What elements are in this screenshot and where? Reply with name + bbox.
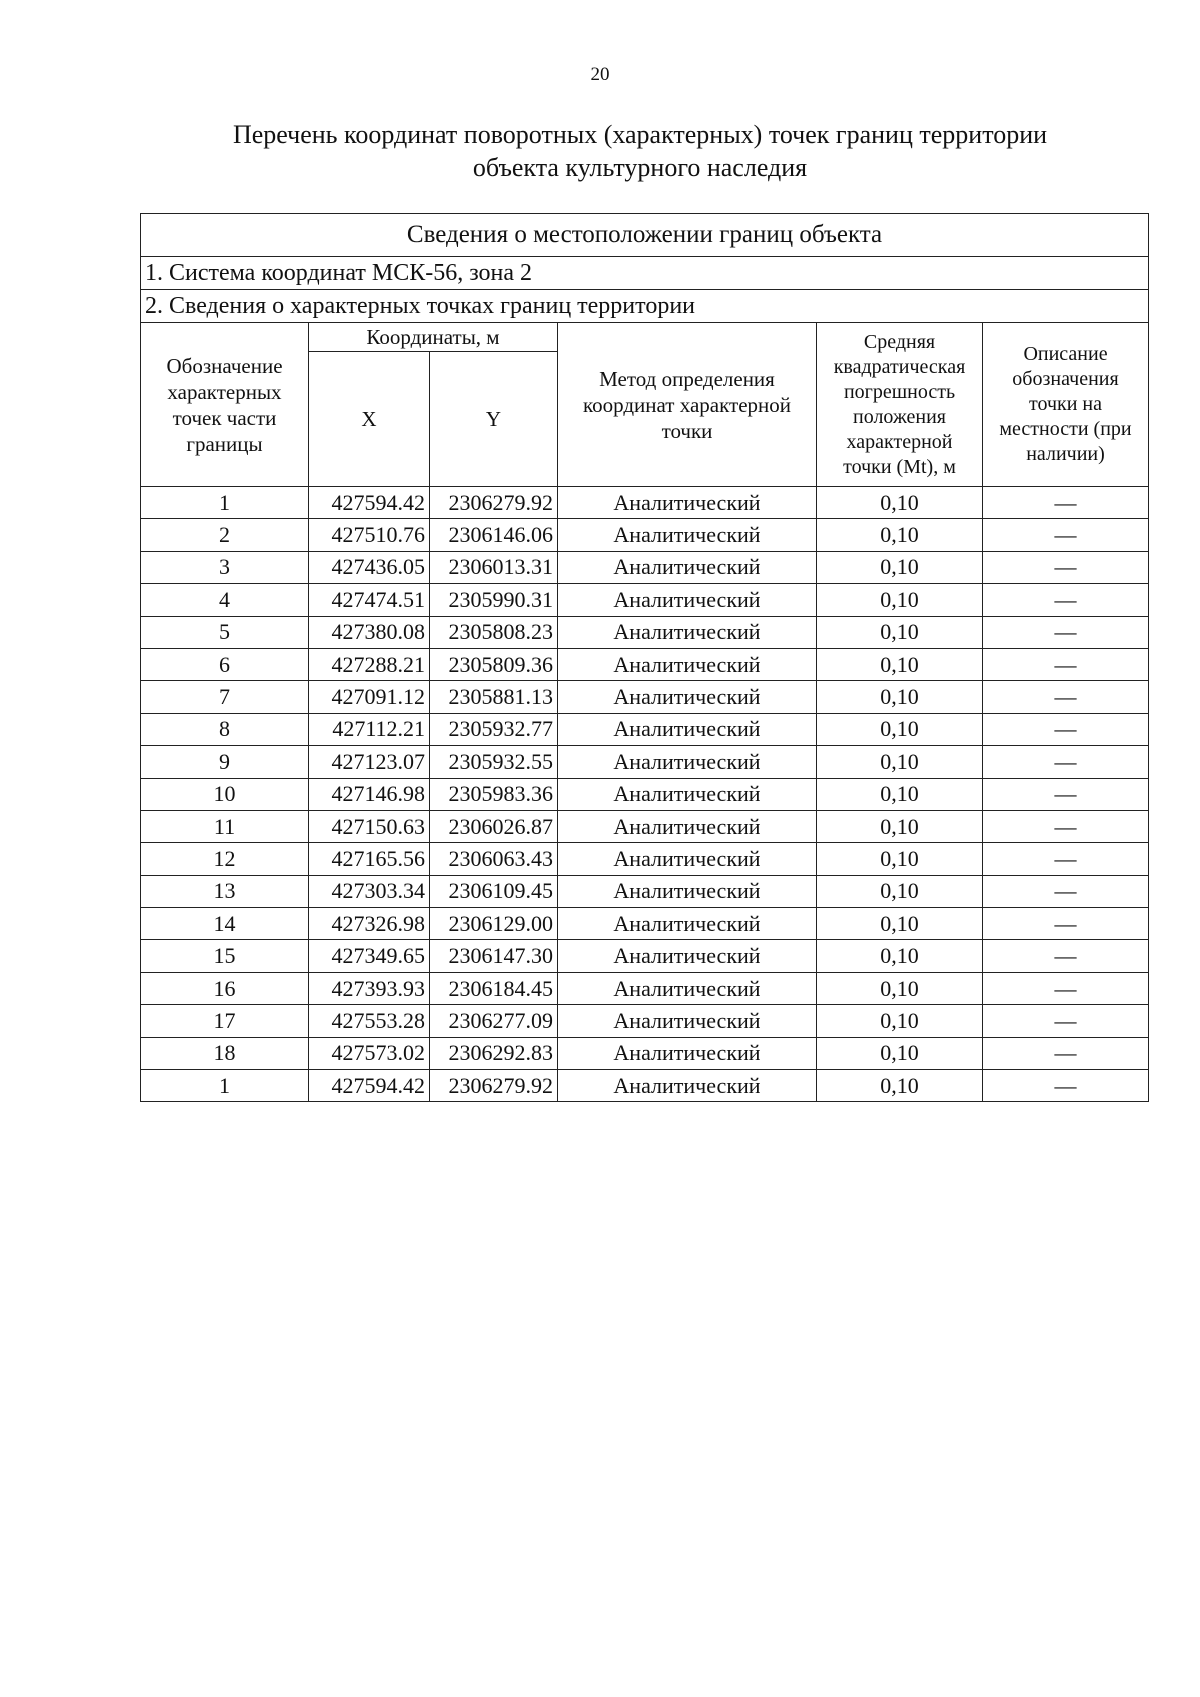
table-row [141,778,1149,810]
header-x: X [309,352,430,487]
cell-mean-error: 0,10 [817,681,983,713]
cell-point-number: 12 [141,843,309,875]
cell-point-number: 6 [141,648,309,680]
table-row [141,616,1149,648]
cell-mean-error: 0,10 [817,810,983,842]
cell-point-number: 1 [141,1070,309,1102]
cell-y: 2306279.92 [430,1070,558,1102]
header-coordinates: Координаты, м [309,323,558,352]
table-row [141,746,1149,778]
cell-y: 2306146.06 [430,519,558,551]
cell-description: — [983,616,1149,648]
cell-y: 2306147.30 [430,940,558,972]
cell-mean-error: 0,10 [817,940,983,972]
header-method: Метод определения координат характерной точки [558,323,817,487]
cell-method: Аналитический [558,616,817,648]
cell-description: — [983,875,1149,907]
cell-point-number: 17 [141,1005,309,1037]
table-row [141,551,1149,583]
section-coordinate-system: 1. Система координат МСК-56, зона 2 [141,257,1149,290]
cell-description: — [983,1037,1149,1069]
cell-x: 427349.65 [309,940,430,972]
cell-description: — [983,584,1149,616]
cell-mean-error: 0,10 [817,1037,983,1069]
cell-y: 2306184.45 [430,972,558,1004]
cell-mean-error: 0,10 [817,616,983,648]
cell-y: 2305983.36 [430,778,558,810]
cell-description: — [983,972,1149,1004]
cell-y: 2305808.23 [430,616,558,648]
table-body [141,487,1149,1102]
table-row [141,519,1149,551]
cell-point-number: 7 [141,681,309,713]
cell-description: — [983,1005,1149,1037]
table-banner-row [141,214,1149,257]
cell-x: 427150.63 [309,810,430,842]
cell-mean-error: 0,10 [817,584,983,616]
cell-x: 427112.21 [309,713,430,745]
cell-x: 427510.76 [309,519,430,551]
cell-mean-error: 0,10 [817,746,983,778]
cell-mean-error: 0,10 [817,551,983,583]
cell-y: 2306109.45 [430,875,558,907]
cell-method: Аналитический [558,519,817,551]
table-row [141,875,1149,907]
cell-method: Аналитический [558,681,817,713]
cell-y: 2306026.87 [430,810,558,842]
section-row [141,257,1149,290]
cell-description: — [983,519,1149,551]
cell-point-number: 15 [141,940,309,972]
cell-x: 427091.12 [309,681,430,713]
header-description: Описание обозначения точки на местности (при наличии) [983,323,1149,487]
cell-method: Аналитический [558,1037,817,1069]
cell-description: — [983,908,1149,940]
table-row [141,648,1149,680]
table-row [141,940,1149,972]
cell-x: 427474.51 [309,584,430,616]
cell-description: — [983,778,1149,810]
cell-method: Аналитический [558,908,817,940]
cell-point-number: 13 [141,875,309,907]
cell-method: Аналитический [558,487,817,519]
cell-description: — [983,940,1149,972]
cell-method: Аналитический [558,1005,817,1037]
table-row [141,843,1149,875]
cell-mean-error: 0,10 [817,843,983,875]
cell-description: — [983,648,1149,680]
cell-mean-error: 0,10 [817,1005,983,1037]
section-points-info: 2. Сведения о характерных точках границ территории [141,290,1149,323]
table-row [141,908,1149,940]
table-row [141,972,1149,1004]
cell-x: 427146.98 [309,778,430,810]
cell-y: 2305932.77 [430,713,558,745]
table-row [141,1005,1149,1037]
cell-point-number: 16 [141,972,309,1004]
cell-method: Аналитический [558,713,817,745]
cell-y: 2305881.13 [430,681,558,713]
cell-point-number: 9 [141,746,309,778]
header-point-designation: Обозначение характерных точек части границы [141,323,309,487]
cell-point-number: 4 [141,584,309,616]
cell-mean-error: 0,10 [817,875,983,907]
table-row [141,681,1149,713]
cell-description: — [983,551,1149,583]
cell-x: 427123.07 [309,746,430,778]
table-row [141,584,1149,616]
cell-point-number: 18 [141,1037,309,1069]
cell-description: — [983,843,1149,875]
table-row [141,713,1149,745]
header-row [141,323,1149,352]
cell-y: 2306013.31 [430,551,558,583]
cell-description: — [983,810,1149,842]
header-mean-error: Средняя квадратическая погрешность положения характерной точки (Mt), м [817,323,983,487]
cell-point-number: 3 [141,551,309,583]
cell-y: 2306277.09 [430,1005,558,1037]
cell-y: 2306279.92 [430,487,558,519]
table-row [141,487,1149,519]
cell-description: — [983,487,1149,519]
cell-x: 427303.34 [309,875,430,907]
cell-description: — [983,746,1149,778]
cell-point-number: 11 [141,810,309,842]
document-title-line-1: Перечень координат поворотных (характерных) точек границ территории [232,120,1048,149]
table-row [141,810,1149,842]
cell-x: 427553.28 [309,1005,430,1037]
coordinates-table [140,213,1149,1102]
page-number: 20 [590,64,610,85]
cell-mean-error: 0,10 [817,648,983,680]
cell-x: 427594.42 [309,1070,430,1102]
table-row [141,1037,1149,1069]
cell-y: 2306292.83 [430,1037,558,1069]
cell-y: 2305809.36 [430,648,558,680]
table-row [141,1070,1149,1102]
cell-y: 2306129.00 [430,908,558,940]
cell-x: 427573.02 [309,1037,430,1069]
cell-point-number: 10 [141,778,309,810]
document-title-line-2: объекта культурного наследия [472,153,808,182]
cell-x: 427380.08 [309,616,430,648]
cell-mean-error: 0,10 [817,519,983,551]
cell-y: 2305932.55 [430,746,558,778]
header-y: Y [430,352,558,487]
cell-method: Аналитический [558,875,817,907]
cell-mean-error: 0,10 [817,972,983,1004]
cell-y: 2305990.31 [430,584,558,616]
cell-point-number: 5 [141,616,309,648]
cell-mean-error: 0,10 [817,487,983,519]
cell-method: Аналитический [558,940,817,972]
cell-mean-error: 0,10 [817,908,983,940]
cell-x: 427288.21 [309,648,430,680]
cell-method: Аналитический [558,648,817,680]
cell-y: 2306063.43 [430,843,558,875]
cell-method: Аналитический [558,551,817,583]
cell-method: Аналитический [558,972,817,1004]
cell-mean-error: 0,10 [817,1070,983,1102]
cell-method: Аналитический [558,1070,817,1102]
cell-x: 427594.42 [309,487,430,519]
cell-x: 427436.05 [309,551,430,583]
cell-point-number: 2 [141,519,309,551]
cell-point-number: 14 [141,908,309,940]
cell-method: Аналитический [558,843,817,875]
cell-point-number: 8 [141,713,309,745]
cell-x: 427393.93 [309,972,430,1004]
cell-point-number: 1 [141,487,309,519]
cell-method: Аналитический [558,810,817,842]
cell-method: Аналитический [558,778,817,810]
cell-description: — [983,1070,1149,1102]
document-title [150,118,1130,184]
cell-mean-error: 0,10 [817,713,983,745]
cell-mean-error: 0,10 [817,778,983,810]
table-banner: Сведения о местоположении границ объекта [141,214,1149,257]
section-row [141,290,1149,323]
cell-x: 427165.56 [309,843,430,875]
cell-method: Аналитический [558,746,817,778]
cell-x: 427326.98 [309,908,430,940]
cell-method: Аналитический [558,584,817,616]
cell-description: — [983,681,1149,713]
cell-description: — [983,713,1149,745]
